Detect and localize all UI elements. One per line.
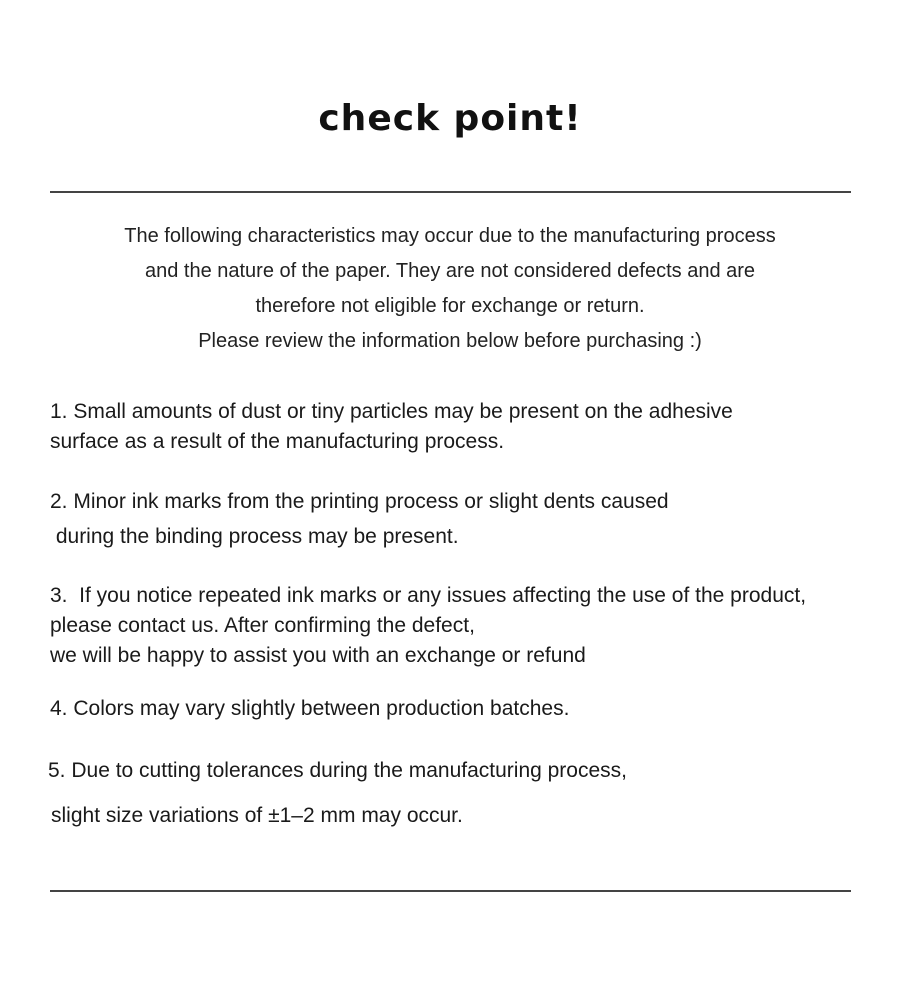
intro-line: and the nature of the paper. They are not considered defects and are [144,260,756,282]
checkpoint-item-4 [50,697,569,727]
bottom-divider [50,890,851,892]
item-line: 3. If you notice repeated ink marks or any issues affecting the use of the product, [50,584,807,607]
page-title: check point! [318,98,582,139]
item-line: 5. Due to cutting tolerances during the manufacturing process, [48,759,627,782]
checkpoint-item-2 [50,490,669,560]
item-line: 2. Minor ink marks from the printing process or slight dents caused [50,490,669,513]
intro-notice [0,222,900,362]
item-line: 1. Small amounts of dust or tiny particles may be present on the adhesive [50,400,733,423]
intro-line: therefore not eligible for exchange or return. [255,295,645,317]
item-line: surface as a result of the manufacturing process. [50,430,505,453]
intro-line: The following characteristics may occur due to the manufacturing process [124,225,776,247]
item-line: during the binding process may be present. [50,525,459,548]
top-divider [50,191,851,193]
checkpoint-item-3 [50,584,806,674]
item-line: slight size variations of ±1–2 mm may occur. [51,804,463,827]
checkpoint-item-1 [50,400,733,460]
item-line: we will be happy to assist you with an exchange or refund [50,644,586,667]
checkpoint-item-5 [48,759,627,834]
intro-line: Please review the information below before purchasing :) [198,330,702,352]
item-line: please contact us. After confirming the defect, [50,614,475,637]
item-line: 4. Colors may vary slightly between production batches. [50,697,570,720]
